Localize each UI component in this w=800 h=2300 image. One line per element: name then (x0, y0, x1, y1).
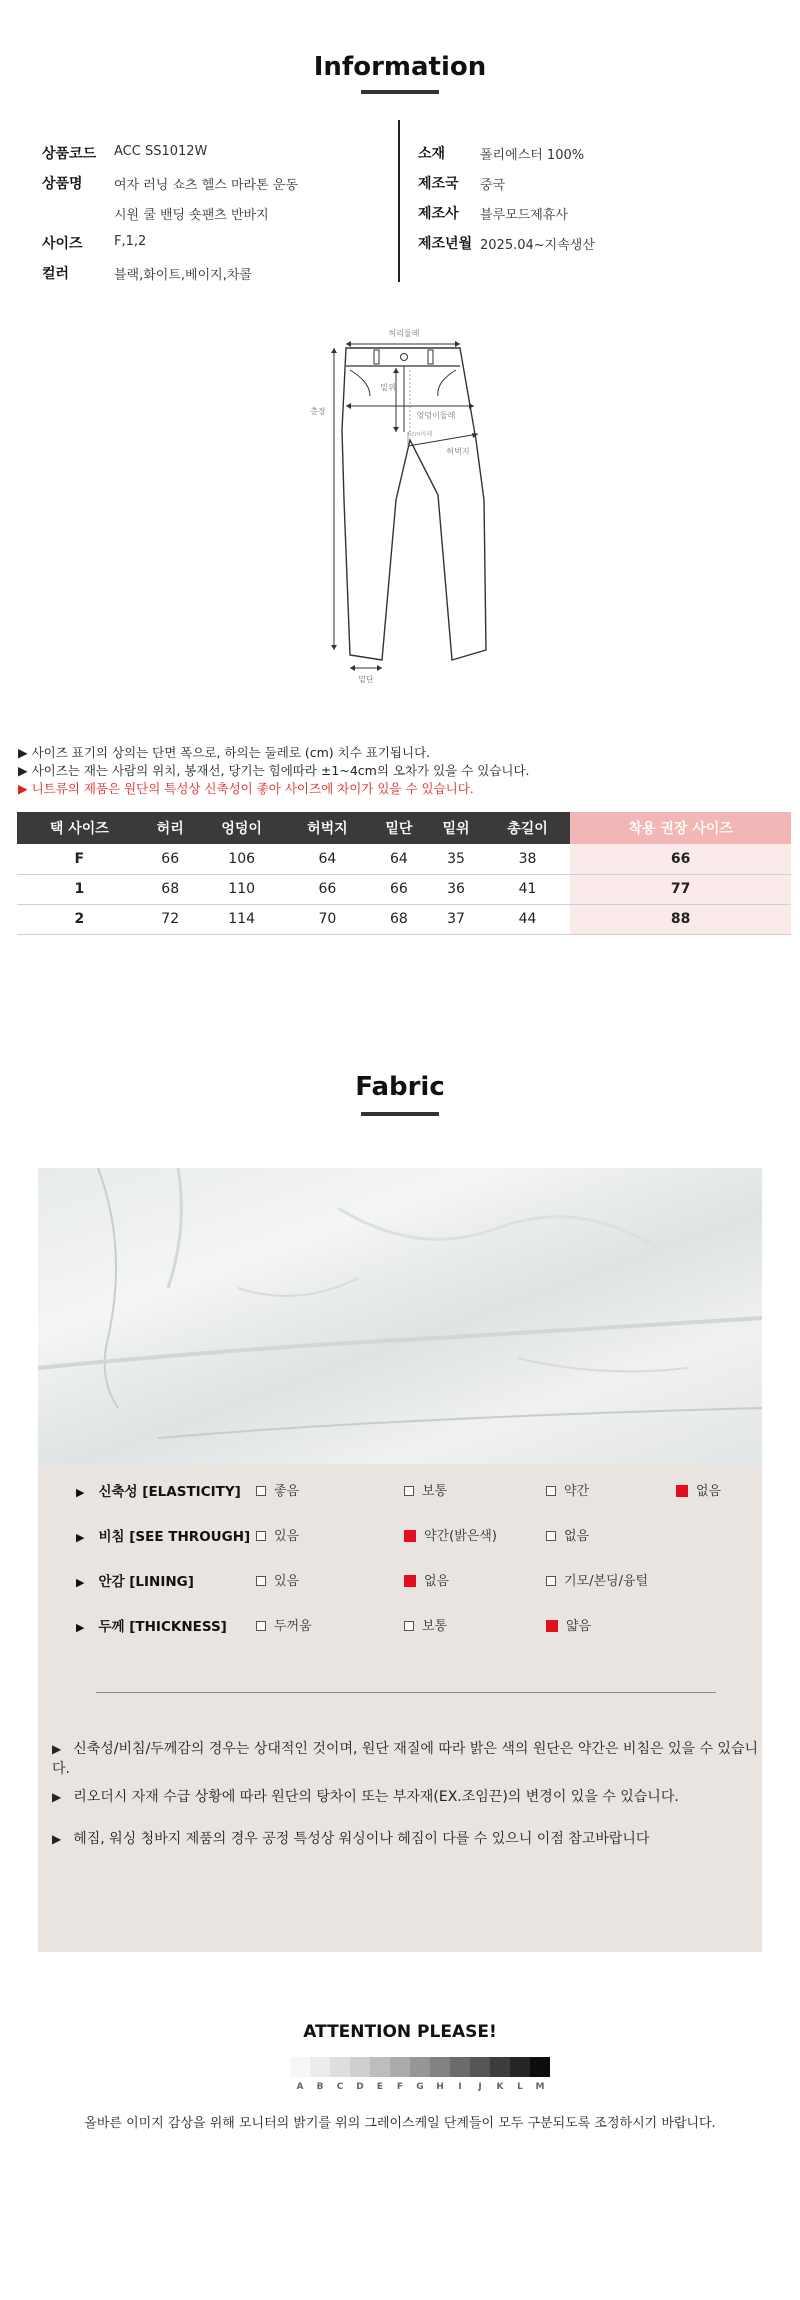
table-cell: 72 (142, 904, 199, 934)
option-see-through-slight: 약간(밝은색) (404, 1525, 497, 1544)
attr-row-see-through (38, 1525, 762, 1549)
checkbox-icon (546, 1576, 556, 1586)
grayscale-letter: I (458, 2082, 462, 2092)
info-value-maker: 블루모드제휴사 (480, 208, 568, 223)
attr-row-thickness (38, 1615, 762, 1639)
grayscale-letter: A (296, 2082, 304, 2092)
grayscale-letter: M (535, 2082, 545, 2092)
checkbox-icon (256, 1621, 266, 1631)
table-cell: 77 (570, 874, 791, 904)
option-lining-fleece: 기모/본딩/융털 (546, 1570, 648, 1589)
table-cell: 38 (485, 844, 571, 874)
header-hip: 엉덩이 (199, 812, 285, 844)
grayscale-letters (290, 2082, 550, 2092)
grayscale-swatch (430, 2057, 450, 2077)
table-cell: F (17, 844, 142, 874)
size-note-3: ▶ 니트류의 제품은 원단의 특성상 신축성이 좋아 사이즈에 차이가 있을 수 있습니다. (18, 781, 474, 796)
info-label-maker: 제조사 (418, 206, 459, 222)
info-value-date: 2025.04~지속생산 (480, 238, 595, 253)
size-table-header (17, 812, 791, 844)
table-cell: 37 (427, 904, 484, 934)
table-cell: 66 (285, 874, 371, 904)
grayscale-swatch (470, 2057, 490, 2077)
attr-label-thickness: ▶ 두께 [THICKNESS] (76, 1619, 227, 1635)
fabric-title-bar (361, 1112, 439, 1116)
checkbox-checked-icon (404, 1575, 416, 1587)
fabric-note-1: ▶ 신축성/비침/두께감의 경우는 상대적인 것이며, 원단 재질에 따라 밝은 색의 원단은 약간은 비침은 있을 수 있습니다. (52, 1741, 758, 1777)
checkbox-checked-icon (546, 1620, 558, 1632)
grayscale-letter: G (416, 2082, 424, 2092)
header-tag-size: 택 사이즈 (17, 812, 142, 844)
table-row (17, 904, 791, 934)
diagram-label-thigh: 허벅지 (446, 447, 470, 456)
checkbox-icon (256, 1486, 266, 1496)
size-note-2: ▶ 사이즈는 재는 사람의 위치, 봉재선, 당기는 힘에따라 ±1~4cm의 오차가 있을 수 있습니다. (18, 763, 530, 778)
info-label-name: 상품명 (42, 176, 83, 192)
fabric-note-2: ▶ 리오더시 자재 수급 상황에 따라 원단의 탕차이 또는 부자재(EX.조임끈)의 변경이 있을 수 있습니다. (52, 1789, 679, 1805)
info-label-country: 제조국 (418, 176, 459, 192)
information-title-bar (361, 90, 439, 94)
grayscale-swatch (490, 2057, 510, 2077)
checkbox-checked-icon (404, 1530, 416, 1542)
grayscale-swatch (330, 2057, 350, 2077)
table-cell: 66 (570, 844, 791, 874)
grayscale-letter: E (376, 2082, 384, 2092)
grayscale-letter: L (517, 2082, 523, 2092)
diagram-label-length: 총장 (310, 407, 326, 416)
table-row (17, 844, 791, 874)
grayscale-swatch (450, 2057, 470, 2077)
info-value-color: 블랙,화이트,베이지,차콜 (114, 268, 252, 283)
table-cell: 88 (570, 904, 791, 934)
attr-label-lining: ▶ 안감 [LINING] (76, 1574, 194, 1590)
diagram-label-waist: 허리둘레 (388, 329, 420, 338)
info-value-code: ACC SS1012W (114, 144, 208, 159)
header-rise: 밑위 (427, 812, 484, 844)
header-length: 총길이 (485, 812, 571, 844)
grayscale-swatch (370, 2057, 390, 2077)
grayscale-letter: K (496, 2082, 504, 2092)
table-cell: 66 (370, 874, 427, 904)
grayscale-swatch (530, 2057, 550, 2077)
table-cell: 68 (142, 874, 199, 904)
diagram-label-rise: 밑위 (380, 383, 396, 392)
checkbox-icon (546, 1531, 556, 1541)
header-thigh: 허벅지 (285, 812, 371, 844)
fabric-photo (38, 1168, 762, 1464)
table-cell: 70 (285, 904, 371, 934)
checkbox-checked-icon (676, 1485, 688, 1497)
table-cell: 106 (199, 844, 285, 874)
grayscale-letter: D (356, 2082, 364, 2092)
grayscale-letter: F (396, 2082, 404, 2092)
grayscale-swatch (410, 2057, 430, 2077)
option-elasticity-good: 좋음 (256, 1480, 299, 1499)
attr-label-see-through: ▶ 비침 [SEE THROUGH] (76, 1529, 251, 1545)
option-lining-yes: 있음 (256, 1570, 299, 1589)
info-label-size: 사이즈 (42, 236, 83, 252)
attention-title: ATTENTION PLEASE! (303, 2022, 497, 2042)
table-cell: 35 (427, 844, 484, 874)
diagram-label-hem: 밑단 (358, 675, 374, 684)
info-label-material: 소재 (418, 146, 446, 162)
checkbox-icon (256, 1531, 266, 1541)
option-thickness-thick: 두꺼움 (256, 1615, 312, 1634)
fabric-panel (38, 1464, 762, 1952)
option-lining-none: 없음 (404, 1570, 449, 1589)
option-see-through-yes: 있음 (256, 1525, 299, 1544)
grayscale-bar (290, 2057, 550, 2077)
table-cell: 2 (17, 904, 142, 934)
size-note-1: ▶ 사이즈 표기의 상의는 단면 폭으로, 하의는 둘레로 (cm) 치수 표기됩니다. (18, 745, 431, 760)
info-divider (398, 120, 400, 282)
info-label-color: 컬러 (42, 266, 70, 282)
option-elasticity-slight: 약간 (546, 1480, 589, 1499)
table-cell: 44 (485, 904, 571, 934)
grayscale-swatch (510, 2057, 530, 2077)
information-title: Information (313, 52, 487, 82)
table-cell: 114 (199, 904, 285, 934)
attention-note: 올바른 이미지 감상을 위해 모니터의 밝기를 위의 그레이스케일 단계들이 모두 구분되도록 조정하시기 바랍니다. (84, 2116, 716, 2131)
table-cell: 64 (285, 844, 371, 874)
info-value-material: 폴리에스터 100% (480, 148, 585, 163)
option-elasticity-normal: 보통 (404, 1480, 447, 1499)
info-value-name-2: 시원 쿨 밴딩 숏팬츠 반바지 (114, 208, 269, 223)
option-thickness-thin: 얇음 (546, 1615, 591, 1634)
grayscale-letter: H (436, 2082, 444, 2092)
info-value-name: 여자 러닝 쇼츠 헬스 마라톤 운동 (114, 178, 298, 193)
table-row (17, 874, 791, 904)
pants-size-diagram (310, 320, 500, 690)
table-cell: 110 (199, 874, 285, 904)
grayscale-letter: J (478, 2082, 482, 2092)
option-see-through-none: 없음 (546, 1525, 589, 1544)
table-cell: 1 (17, 874, 142, 904)
diagram-label-small: 5cm아래 (407, 431, 433, 438)
info-value-country: 중국 (480, 178, 506, 193)
header-hem: 밑단 (370, 812, 427, 844)
attr-label-elasticity: ▶ 신축성 [ELASTICITY] (76, 1484, 241, 1500)
table-cell: 64 (370, 844, 427, 874)
fabric-divider (96, 1692, 716, 1693)
table-cell: 68 (370, 904, 427, 934)
info-label-code: 상품코드 (42, 146, 97, 162)
grayscale-letter: C (336, 2082, 344, 2092)
fabric-title: Fabric (355, 1072, 445, 1102)
fabric-note-3: ▶ 헤짐, 워싱 청바지 제품의 경우 공정 특성상 워싱이나 헤짐이 다를 수 있으니 이점 참고바랍니다 (52, 1831, 650, 1847)
grayscale-swatch (350, 2057, 370, 2077)
checkbox-icon (256, 1576, 266, 1586)
header-waist: 허리 (142, 812, 199, 844)
attr-row-elasticity (38, 1480, 762, 1504)
info-value-size: F,1,2 (114, 234, 147, 249)
table-cell: 36 (427, 874, 484, 904)
info-label-date: 제조년월 (418, 236, 473, 252)
grayscale-swatch (310, 2057, 330, 2077)
checkbox-icon (404, 1486, 414, 1496)
attr-row-lining (38, 1570, 762, 1594)
option-elasticity-none: 없음 (676, 1480, 721, 1499)
header-recommended: 착용 권장 사이즈 (570, 812, 791, 844)
checkbox-icon (404, 1621, 414, 1631)
grayscale-letter: B (316, 2082, 324, 2092)
size-table (17, 812, 791, 935)
grayscale-swatch (290, 2057, 310, 2077)
checkbox-icon (546, 1486, 556, 1496)
grayscale-swatch (390, 2057, 410, 2077)
diagram-label-hip: 엉덩이둘레 (416, 411, 456, 420)
table-cell: 41 (485, 874, 571, 904)
option-thickness-normal: 보통 (404, 1615, 447, 1634)
table-cell: 66 (142, 844, 199, 874)
